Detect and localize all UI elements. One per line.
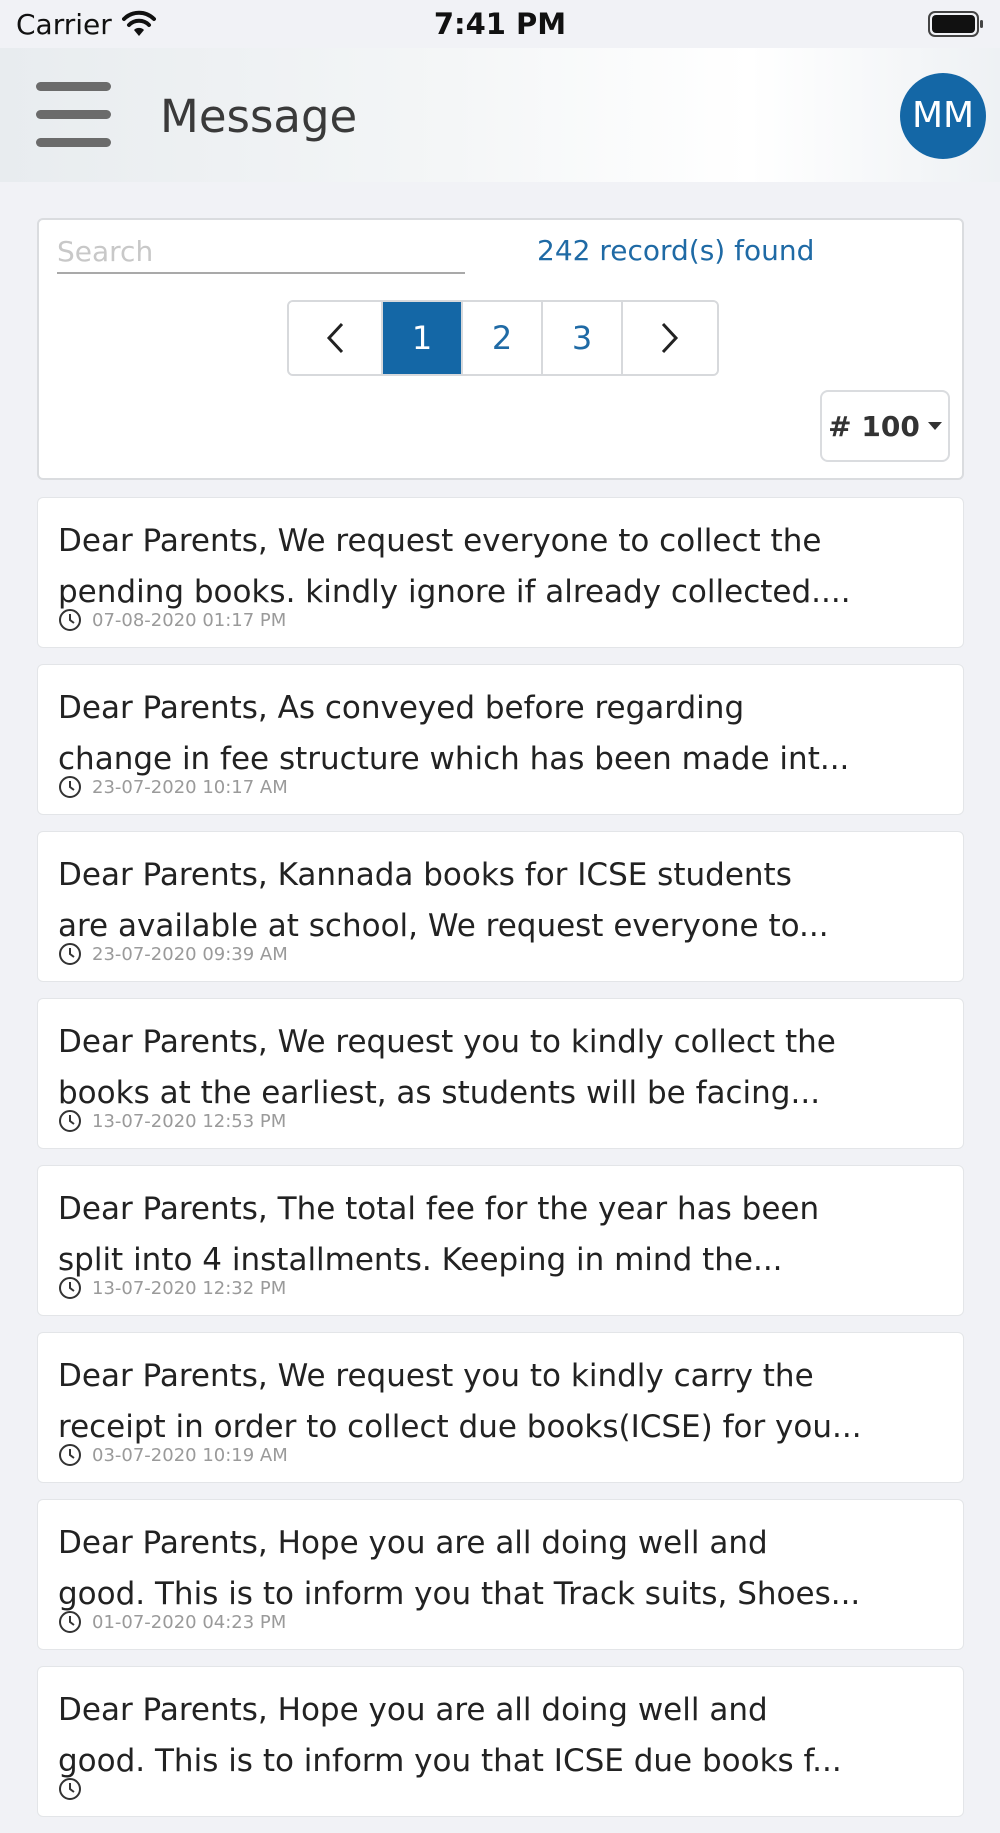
message-item[interactable]	[37, 664, 964, 815]
message-item[interactable]	[37, 1499, 964, 1650]
message-item[interactable]	[37, 1165, 964, 1316]
records-count: 242 record(s) found	[537, 234, 815, 267]
status-bar	[0, 0, 1000, 48]
message-timestamp: 03-07-2020 10:19 AM	[58, 1443, 288, 1467]
message-item[interactable]	[37, 497, 964, 648]
next-page-button[interactable]	[623, 302, 717, 374]
message-item[interactable]	[37, 1332, 964, 1483]
caret-down-icon	[928, 422, 942, 430]
message-item[interactable]	[37, 1666, 964, 1817]
message-item[interactable]	[37, 831, 964, 982]
message-preview: Dear Parents, Hope you are all doing well and good. This is to inform you that ICSE due books f...	[58, 1692, 842, 1779]
message-timestamp: 13-07-2020 12:53 PM	[58, 1109, 286, 1133]
chevron-right-icon	[659, 321, 681, 355]
clock-icon	[58, 1610, 82, 1634]
app-header	[0, 48, 1000, 182]
message-timestamp: 07-08-2020 01:17 PM	[58, 608, 286, 632]
chevron-left-icon	[324, 321, 346, 355]
search-panel	[37, 218, 964, 480]
search-input[interactable]	[57, 230, 465, 274]
message-preview: Dear Parents, We request everyone to collect the pending books. kindly ignore if already collected....	[58, 523, 851, 610]
message-timestamp: 13-07-2020 12:32 PM	[58, 1276, 286, 1300]
clock-icon	[58, 775, 82, 799]
page-1-button[interactable]: 1	[383, 302, 463, 374]
message-preview: Dear Parents, We request you to kindly carry the receipt in order to collect due books(ICSE) for you...	[58, 1358, 862, 1445]
per-page-dropdown[interactable]	[820, 390, 950, 462]
message-timestamp: 23-07-2020 09:39 AM	[58, 942, 288, 966]
carrier-label: Carrier	[16, 8, 112, 41]
message-preview: Dear Parents, As conveyed before regarding change in fee structure which has been made int...	[58, 690, 850, 777]
avatar[interactable]: MM	[900, 73, 986, 159]
message-list	[37, 497, 964, 1833]
message-timestamp: 23-07-2020 10:17 AM	[58, 775, 288, 799]
message-preview: Dear Parents, We request you to kindly collect the books at the earliest, as students will be facing...	[58, 1024, 836, 1111]
clock-icon	[58, 1777, 82, 1801]
page-title: Message	[160, 90, 358, 143]
message-item[interactable]	[37, 998, 964, 1149]
message-preview: Dear Parents, The total fee for the year has been split into 4 installments. Keeping in mind the...	[58, 1191, 820, 1278]
clock-icon	[58, 1109, 82, 1133]
clock-icon	[58, 1276, 82, 1300]
clock: 7:41 PM	[433, 7, 567, 41]
prev-page-button[interactable]	[289, 302, 383, 374]
message-timestamp: 01-07-2020 04:23 PM	[58, 1610, 286, 1634]
clock-icon	[58, 608, 82, 632]
page-3-button[interactable]: 3	[543, 302, 623, 374]
pagination	[287, 300, 719, 376]
page-2-button[interactable]: 2	[463, 302, 543, 374]
message-preview: Dear Parents, Kannada books for ICSE students are available at school, We request everyone to...	[58, 857, 829, 944]
message-preview: Dear Parents, Hope you are all doing well and good. This is to inform you that Track suits, Shoes...	[58, 1525, 861, 1612]
clock-icon	[58, 942, 82, 966]
per-page-label: # 100	[828, 409, 920, 443]
clock-icon	[58, 1443, 82, 1467]
battery-icon	[928, 11, 984, 37]
message-timestamp	[58, 1777, 92, 1801]
hamburger-menu-icon[interactable]	[36, 82, 111, 148]
